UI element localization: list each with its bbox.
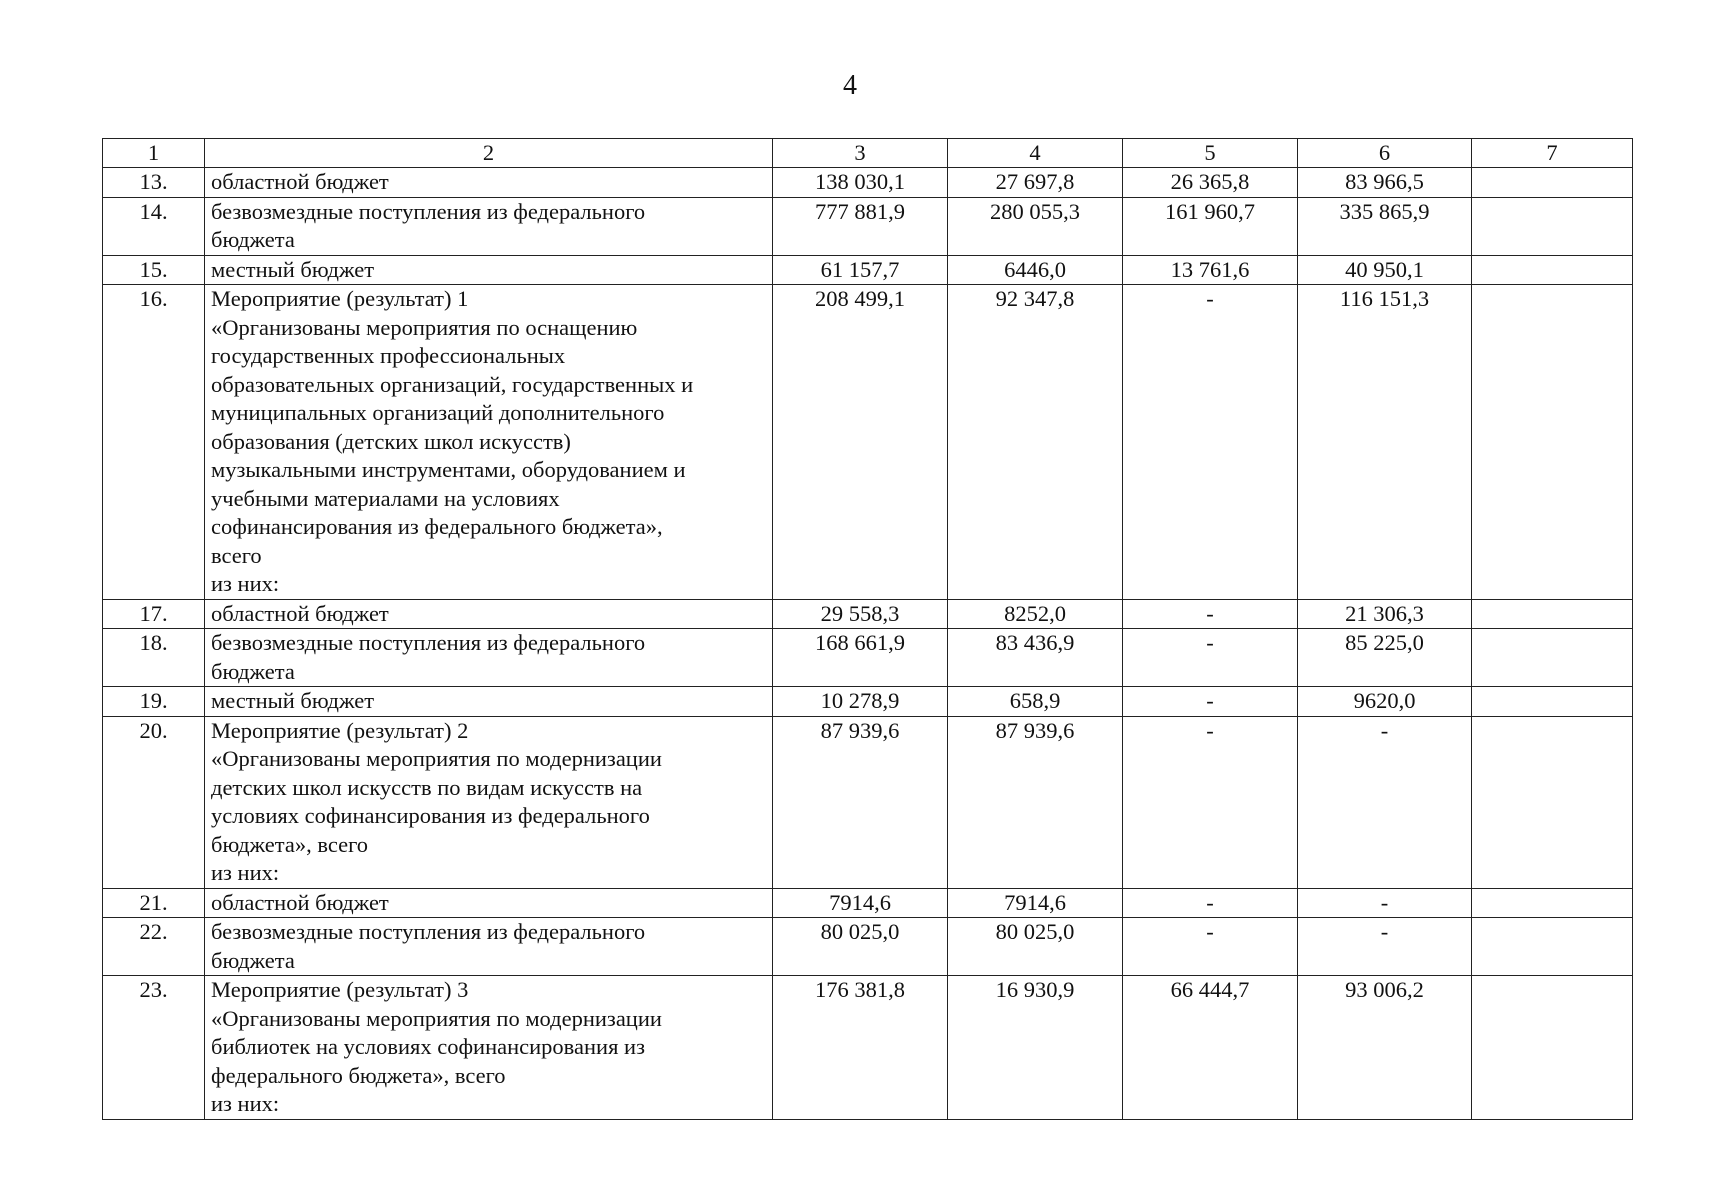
value-col-3: 87 939,6 — [773, 716, 948, 888]
table-row — [103, 197, 1633, 255]
value-col-7 — [1472, 197, 1633, 255]
row-description: Мероприятие (результат) 1 «Организованы мероприятия по оснащению государственных профессиональных образовательных организаций, государственных и муниципальных организаций дополнительного образования (детских школ искусств) музыкальными инструментами, оборудованием и учебными материалами на условиях софинансирования из федерального бюджета», всего из них: — [205, 285, 773, 600]
row-description: Мероприятие (результат) 2 «Организованы мероприятия по модернизации детских школ искусств по видам искусств на условиях софинансирования из федерального бюджета», всего из них: — [205, 716, 773, 888]
row-number: 13. — [103, 168, 205, 198]
value-col-4: 280 055,3 — [948, 197, 1123, 255]
value-col-3: 61 157,7 — [773, 255, 948, 285]
value-col-4: 6446,0 — [948, 255, 1123, 285]
row-number: 22. — [103, 918, 205, 976]
value-col-4: 7914,6 — [948, 888, 1123, 918]
row-description: Мероприятие (результат) 3 «Организованы мероприятия по модернизации библиотек на условиях софинансирования из федерального бюджета», всего из них: — [205, 976, 773, 1120]
row-description: безвозмездные поступления из федерального бюджета — [205, 197, 773, 255]
row-number: 21. — [103, 888, 205, 918]
value-col-3: 80 025,0 — [773, 918, 948, 976]
value-col-5: 66 444,7 — [1123, 976, 1298, 1120]
value-col-4: 83 436,9 — [948, 629, 1123, 687]
value-col-6: - — [1298, 716, 1472, 888]
value-col-3: 7914,6 — [773, 888, 948, 918]
value-col-3: 777 881,9 — [773, 197, 948, 255]
row-description: местный бюджет — [205, 255, 773, 285]
table-row — [103, 285, 1633, 600]
value-col-7 — [1472, 687, 1633, 717]
value-col-7 — [1472, 716, 1633, 888]
value-col-5: 26 365,8 — [1123, 168, 1298, 198]
value-col-3: 138 030,1 — [773, 168, 948, 198]
value-col-7 — [1472, 599, 1633, 629]
column-header: 2 — [205, 139, 773, 168]
table-row — [103, 168, 1633, 198]
value-col-6: - — [1298, 918, 1472, 976]
value-col-3: 10 278,9 — [773, 687, 948, 717]
value-col-5: 13 761,6 — [1123, 255, 1298, 285]
table-header-row — [103, 139, 1633, 168]
value-col-6: - — [1298, 888, 1472, 918]
table-row — [103, 599, 1633, 629]
budget-table — [102, 138, 1633, 1120]
table-row — [103, 888, 1633, 918]
row-number: 23. — [103, 976, 205, 1120]
value-col-6: 335 865,9 — [1298, 197, 1472, 255]
value-col-6: 116 151,3 — [1298, 285, 1472, 600]
column-header: 3 — [773, 139, 948, 168]
value-col-7 — [1472, 168, 1633, 198]
row-description: безвозмездные поступления из федерального бюджета — [205, 629, 773, 687]
row-description: областной бюджет — [205, 599, 773, 629]
column-header: 7 — [1472, 139, 1633, 168]
row-number: 17. — [103, 599, 205, 629]
value-col-4: 87 939,6 — [948, 716, 1123, 888]
value-col-5: - — [1123, 687, 1298, 717]
value-col-3: 168 661,9 — [773, 629, 948, 687]
value-col-7 — [1472, 918, 1633, 976]
value-col-4: 8252,0 — [948, 599, 1123, 629]
value-col-5: - — [1123, 918, 1298, 976]
value-col-5: 161 960,7 — [1123, 197, 1298, 255]
value-col-4: 92 347,8 — [948, 285, 1123, 600]
value-col-7 — [1472, 888, 1633, 918]
row-number: 16. — [103, 285, 205, 600]
value-col-4: 27 697,8 — [948, 168, 1123, 198]
value-col-7 — [1472, 285, 1633, 600]
value-col-6: 93 006,2 — [1298, 976, 1472, 1120]
table-row — [103, 716, 1633, 888]
value-col-6: 9620,0 — [1298, 687, 1472, 717]
column-header: 6 — [1298, 139, 1472, 168]
value-col-4: 80 025,0 — [948, 918, 1123, 976]
value-col-4: 16 930,9 — [948, 976, 1123, 1120]
value-col-3: 176 381,8 — [773, 976, 948, 1120]
table-row — [103, 918, 1633, 976]
row-description: безвозмездные поступления из федерального бюджета — [205, 918, 773, 976]
value-col-6: 21 306,3 — [1298, 599, 1472, 629]
table-row — [103, 629, 1633, 687]
value-col-7 — [1472, 255, 1633, 285]
row-number: 18. — [103, 629, 205, 687]
page-number: 4 — [843, 70, 857, 101]
row-number: 15. — [103, 255, 205, 285]
table-row — [103, 976, 1633, 1120]
value-col-5: - — [1123, 599, 1298, 629]
row-number: 19. — [103, 687, 205, 717]
row-number: 20. — [103, 716, 205, 888]
row-description: местный бюджет — [205, 687, 773, 717]
value-col-3: 208 499,1 — [773, 285, 948, 600]
value-col-7 — [1472, 976, 1633, 1120]
value-col-7 — [1472, 629, 1633, 687]
table-row — [103, 687, 1633, 717]
value-col-6: 83 966,5 — [1298, 168, 1472, 198]
value-col-5: - — [1123, 629, 1298, 687]
value-col-6: 85 225,0 — [1298, 629, 1472, 687]
value-col-5: - — [1123, 888, 1298, 918]
row-description: областной бюджет — [205, 888, 773, 918]
table-row — [103, 255, 1633, 285]
value-col-5: - — [1123, 716, 1298, 888]
value-col-6: 40 950,1 — [1298, 255, 1472, 285]
value-col-4: 658,9 — [948, 687, 1123, 717]
column-header: 1 — [103, 139, 205, 168]
value-col-5: - — [1123, 285, 1298, 600]
row-number: 14. — [103, 197, 205, 255]
column-header: 4 — [948, 139, 1123, 168]
value-col-3: 29 558,3 — [773, 599, 948, 629]
column-header: 5 — [1123, 139, 1298, 168]
row-description: областной бюджет — [205, 168, 773, 198]
